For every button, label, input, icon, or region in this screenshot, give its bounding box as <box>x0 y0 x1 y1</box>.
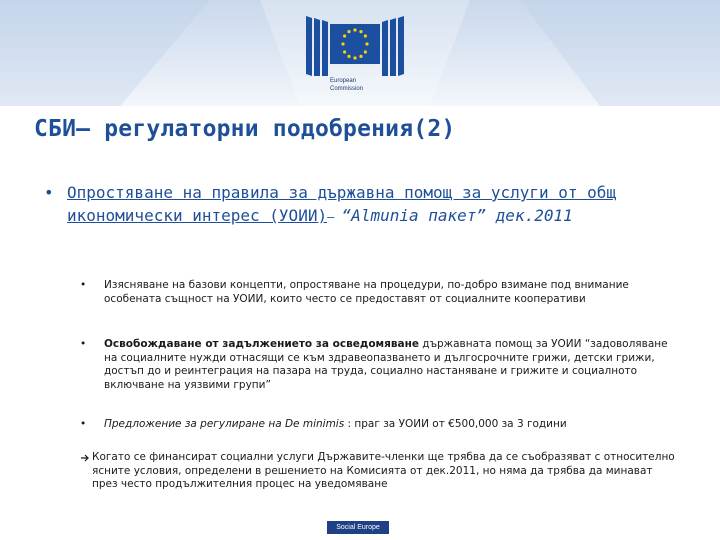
sub-bullet-3 <box>80 418 680 432</box>
sub-bullet-1 <box>80 279 680 306</box>
bullet-dot-icon: • <box>80 418 87 430</box>
sub-bullet-2-bold: Освобождаване от задължението за осведомяване <box>104 338 419 350</box>
logo-line-european: European <box>330 78 357 84</box>
bullet-dot-icon: • <box>80 279 87 291</box>
header-band <box>0 0 720 106</box>
sub-bullet-3-italic: Предложение за регулиране на De minimis <box>104 418 345 430</box>
sub-bullet-3-rest: : праг за УОИИ от €500,000 за 3 години <box>344 418 567 430</box>
sub-bullet-1-text: Изясняване на базови концепти, опростяване на процедури, по-добро взимане под внимание особената същност на УОИИ, които често се предоставят от социалните кооперативи <box>104 279 629 305</box>
main-bullet <box>44 181 684 229</box>
bullet-dot-icon: • <box>44 183 54 202</box>
main-bullet-part2: “Almunia пакет” дек.2011 <box>341 206 573 225</box>
right-arrow-icon <box>80 451 90 468</box>
main-bullet-text <box>67 181 685 229</box>
arrow-note-text: Когато се финансират социални услуги Държавите-членки ще трябва да се съобразяват с относително ясните условия, определени в решението на Комисията от дек.2011, но няма да трябва да минават през често продължителния процес на уведомяване <box>92 451 675 490</box>
sub-bullet-3-text <box>104 418 680 432</box>
sub-bullet-2-rest: държавната помощ за УОИИ “задоволяване на социалните нужди отнасящи се към здравеопазването и дългосрочните грижи, детски грижи, достъп до и реинтеграция на пазара на труда, социално настаняване и грижите и социалното включване на уязвими групи” <box>104 338 668 391</box>
social-europe-badge: Social Europe <box>327 521 389 534</box>
arrow-note <box>80 451 680 492</box>
main-bullet-dash: – <box>327 210 342 224</box>
main-bullet-part1: Опростяване на правила за държавна помощ за услуги от общ икономически интерес (УОИИ) <box>67 183 617 225</box>
sub-bullet-2 <box>80 338 680 392</box>
page-title: СБИ– регулаторни подобрения(2) <box>34 116 456 142</box>
logo-text <box>330 77 363 93</box>
bullet-dot-icon: • <box>80 338 87 350</box>
logo-line-commission: Commission <box>330 86 364 92</box>
sub-bullet-2-text <box>104 338 680 392</box>
